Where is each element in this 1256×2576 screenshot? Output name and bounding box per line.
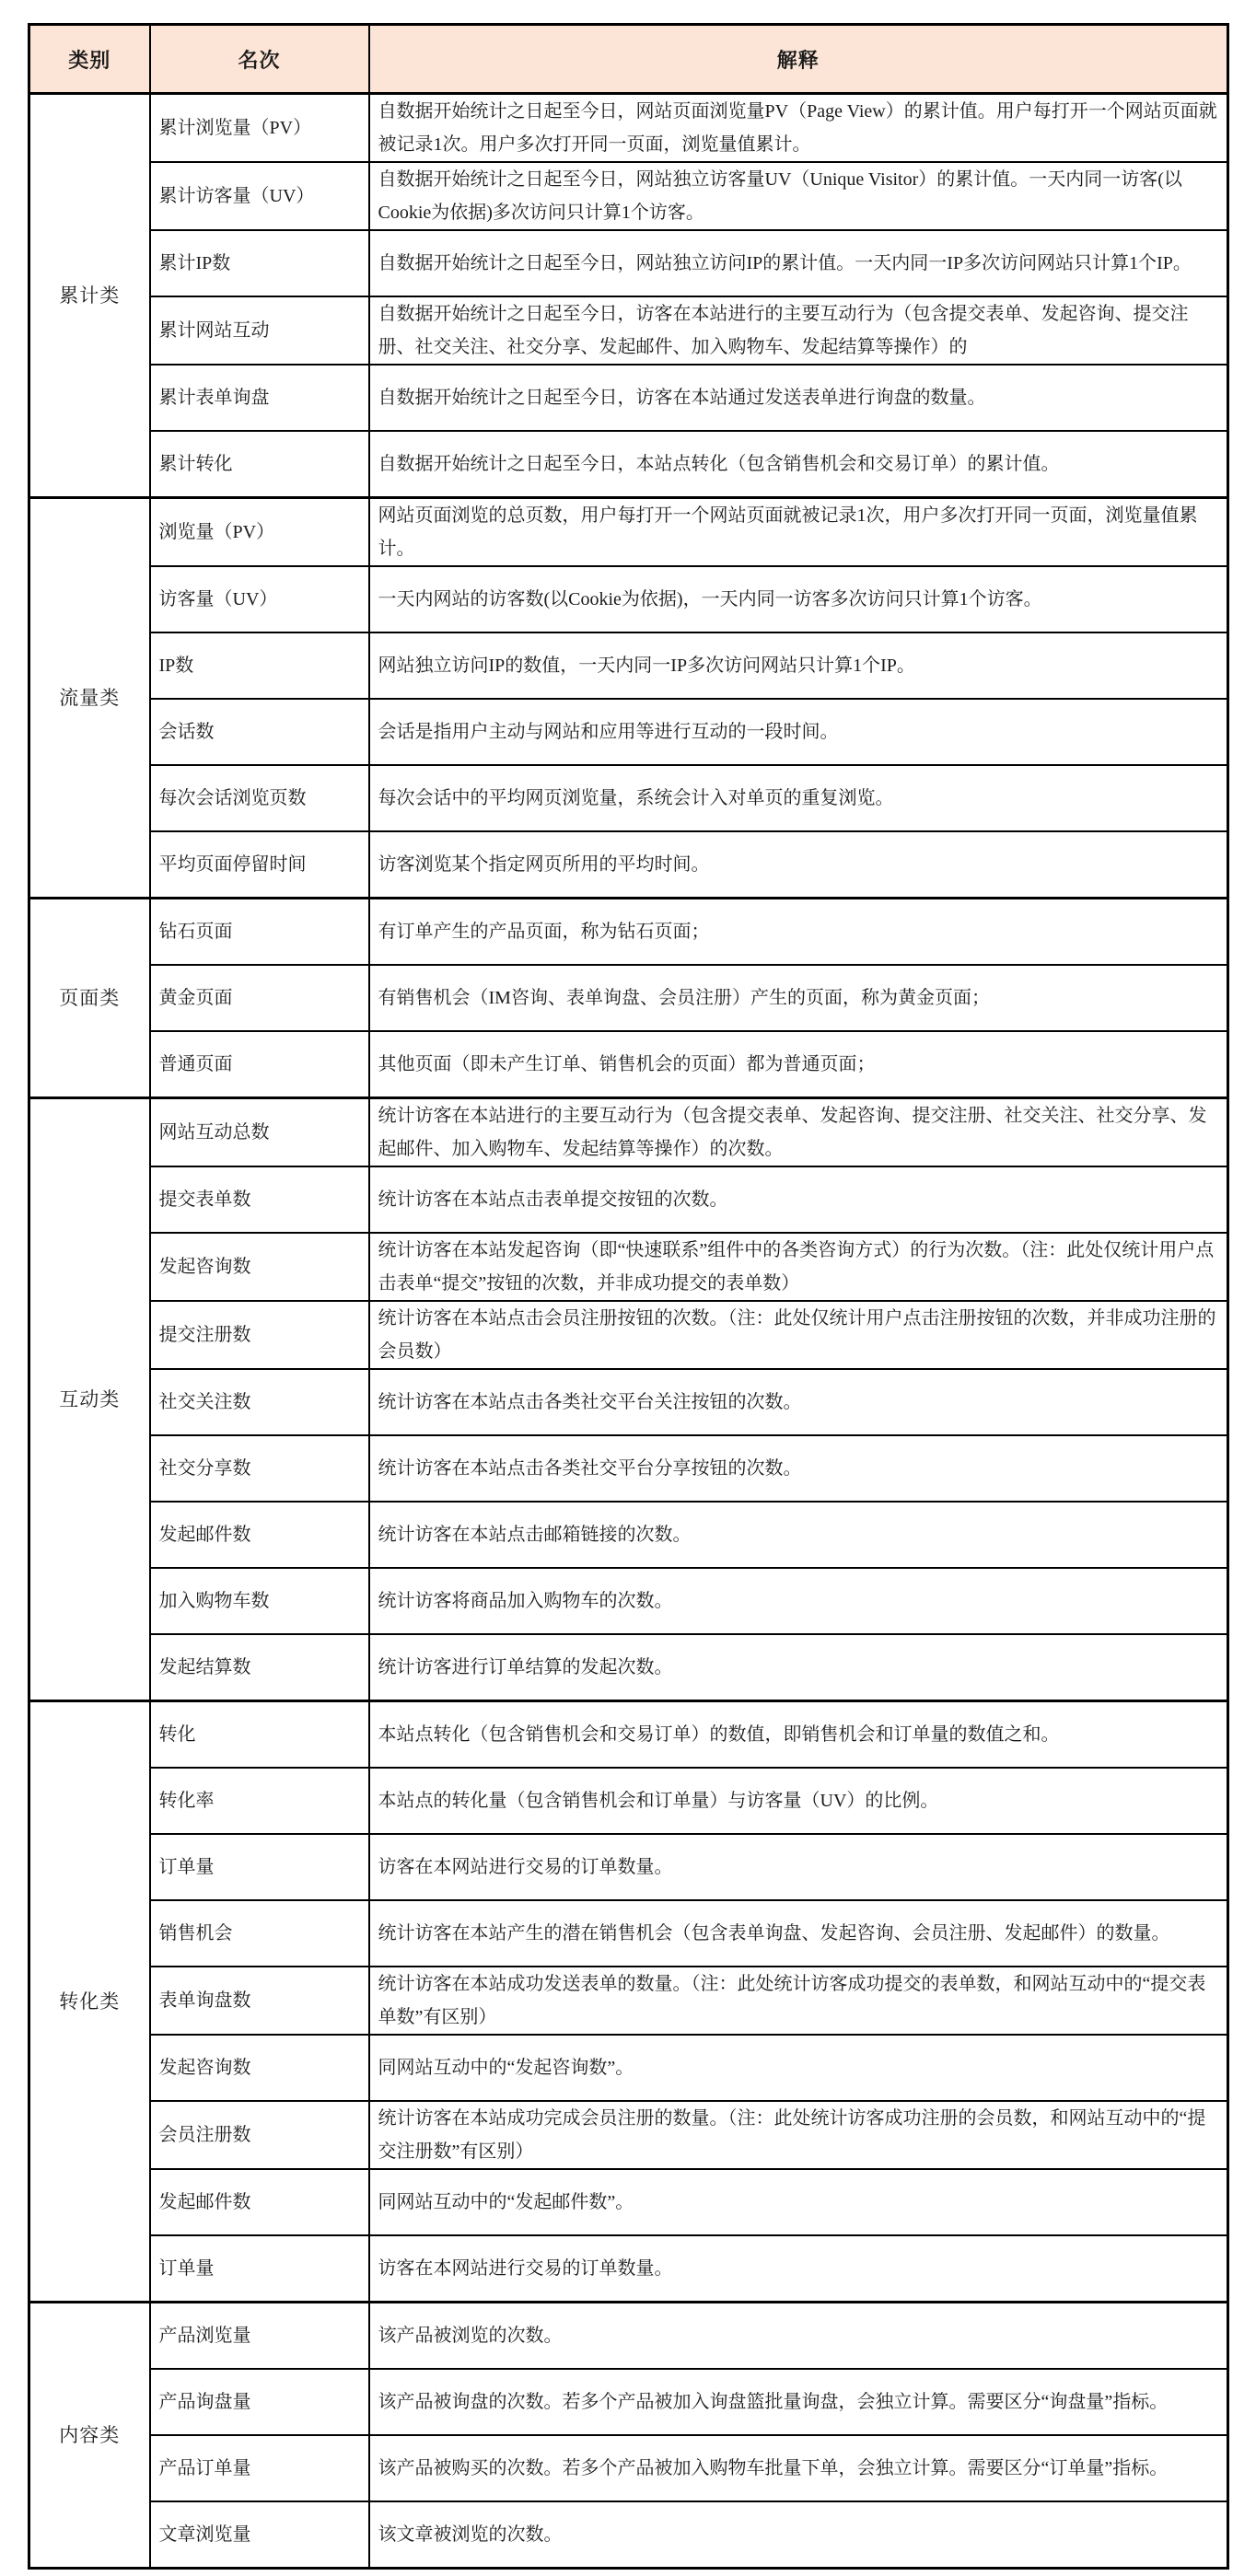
explanation-cell	[369, 765, 1228, 831]
explanation-cell	[369, 1502, 1228, 1568]
explanation-cell	[369, 1233, 1228, 1301]
explanation-cell	[369, 162, 1228, 230]
category-cell: 累计类	[29, 94, 150, 498]
metric-name-cell: 加入购物车数	[150, 1568, 369, 1634]
table-row	[29, 1634, 1228, 1701]
explanation-text: 访客在本网站进行交易的订单数量。	[378, 2258, 673, 2279]
table-row	[29, 899, 1228, 966]
category-cell: 转化类	[29, 1701, 150, 2303]
table-row	[29, 2101, 1228, 2169]
category-column-header: 类别	[29, 25, 150, 94]
table-row	[29, 230, 1228, 296]
explanation-cell	[369, 1031, 1228, 1098]
explanation-cell	[369, 2235, 1228, 2303]
metric-name-cell: 产品订单量	[150, 2435, 369, 2501]
explanation-text: 自数据开始统计之日起至今日，访客在本站进行的主要互动行为（包含提交表单、发起咨询、提交注册、社交关注、社交分享、发起邮件、加入购物车、发起结算等操作）的	[378, 304, 1189, 357]
metric-name-cell: 钻石页面	[150, 899, 369, 966]
explanation-cell	[369, 1834, 1228, 1900]
table-row	[29, 1233, 1228, 1301]
metric-name-cell: 黄金页面	[150, 965, 369, 1031]
table-row	[29, 1568, 1228, 1634]
table-row	[29, 965, 1228, 1031]
table-row	[29, 1301, 1228, 1369]
explanation-cell	[369, 431, 1228, 498]
explanation-cell	[369, 632, 1228, 699]
table-row	[29, 1031, 1228, 1098]
table-row	[29, 566, 1228, 632]
explanation-cell	[369, 1568, 1228, 1634]
explanation-cell	[369, 498, 1228, 567]
metric-name-cell: 表单询盘数	[150, 1967, 369, 2035]
explanation-text: 每次会话中的平均网页浏览量，系统会计入对单页的重复浏览。	[378, 788, 894, 808]
metric-name-cell: 产品询盘量	[150, 2369, 369, 2435]
explanation-cell	[369, 1900, 1228, 1967]
explanation-text: 同网站互动中的“发起咨询数”。	[378, 2058, 634, 2078]
explanation-text: 统计访客在本站点击各类社交平台关注按钮的次数。	[378, 1392, 802, 1412]
metric-name-cell: 发起咨询数	[150, 1233, 369, 1301]
table-row	[29, 1701, 1228, 1769]
explanation-text: 统计访客在本站发起咨询（即“快速联系”组件中的各类咨询方式）的行为次数。（注：此处仅统计用户点击表单“提交”按钮的次数，并非成功提交的表单数）	[378, 1240, 1215, 1294]
explanation-text: 统计访客在本站成功完成会员注册的数量。（注：此处统计访客成功注册的会员数，和网站互动中的“提交注册数”有区别）	[378, 2108, 1206, 2162]
explanation-text: 该产品被购买的次数。若多个产品被加入购物车批量下单，会独立计算。需要区分“订单量”指标。	[378, 2458, 1169, 2478]
header-row	[29, 25, 1228, 94]
explanation-text: 统计访客在本站点击会员注册按钮的次数。（注：此处仅统计用户点击注册按钮的次数，并非成功注册的会员数）	[378, 1308, 1216, 1362]
explanation-text: 同网站互动中的“发起邮件数”。	[378, 2192, 634, 2212]
metric-name-cell: 网站互动总数	[150, 1098, 369, 1167]
table-row	[29, 296, 1228, 365]
category-cell: 页面类	[29, 899, 150, 1098]
explanation-column-header: 解释	[369, 25, 1228, 94]
explanation-text: 该文章被浏览的次数。	[378, 2524, 563, 2545]
table-row	[29, 1502, 1228, 1568]
explanation-text: 统计访客在本站进行的主要互动行为（包含提交表单、发起咨询、提交注册、社交关注、社交分享、发起邮件、加入购物车、发起结算等操作）的次数。	[378, 1106, 1207, 1159]
table-row	[29, 632, 1228, 699]
explanation-text: 自数据开始统计之日起至今日，网站独立访问IP的累计值。一天内同一IP多次访问网站只计算1个IP。	[378, 253, 1192, 273]
explanation-text: 网站独立访问IP的数值，一天内同一IP多次访问网站只计算1个IP。	[378, 656, 915, 676]
explanation-text: 自数据开始统计之日起至今日，访客在本站通过发送表单进行询盘的数量。	[378, 388, 986, 408]
explanation-cell	[369, 365, 1228, 431]
explanation-cell	[369, 2169, 1228, 2235]
table-row	[29, 2303, 1228, 2370]
explanation-text: 有销售机会（IM咨询、表单询盘、会员注册）产生的页面，称为黄金页面；	[378, 988, 990, 1008]
explanation-text: 访客浏览某个指定网页所用的平均时间。	[378, 854, 710, 875]
explanation-cell	[369, 899, 1228, 966]
metric-name-cell: 累计转化	[150, 431, 369, 498]
explanation-cell	[369, 296, 1228, 365]
explanation-text: 自数据开始统计之日起至今日，本站点转化（包含销售机会和交易订单）的累计值。	[378, 454, 1060, 474]
metric-name-cell: IP数	[150, 632, 369, 699]
metric-name-cell: 提交注册数	[150, 1301, 369, 1369]
explanation-text: 统计访客将商品加入购物车的次数。	[378, 1591, 673, 1611]
metric-name-cell: 社交分享数	[150, 1435, 369, 1502]
table-row	[29, 2035, 1228, 2101]
table-row	[29, 431, 1228, 498]
metric-name-cell: 订单量	[150, 1834, 369, 1900]
explanation-text: 统计访客在本站产生的潜在销售机会（包含表单询盘、发起咨询、会员注册、发起邮件）的数量。	[378, 1923, 1170, 1944]
explanation-cell	[369, 1435, 1228, 1502]
explanation-text: 统计访客在本站点击各类社交平台分享按钮的次数。	[378, 1458, 802, 1479]
metric-name-cell: 转化	[150, 1701, 369, 1769]
metric-name-cell: 累计网站互动	[150, 296, 369, 365]
explanation-cell	[369, 2101, 1228, 2169]
metric-name-cell: 平均页面停留时间	[150, 831, 369, 899]
metric-name-cell: 订单量	[150, 2235, 369, 2303]
explanation-text: 统计访客在本站成功发送表单的数量。（注：此处统计访客成功提交的表单数，和网站互动中的“提交表单数”有区别）	[378, 1974, 1206, 2027]
explanation-cell	[369, 2035, 1228, 2101]
explanation-text: 本站点的转化量（包含销售机会和订单量）与访客量（UV）的比例。	[378, 1791, 939, 1811]
metric-name-cell: 累计表单询盘	[150, 365, 369, 431]
table-row	[29, 1834, 1228, 1900]
metric-name-cell: 发起咨询数	[150, 2035, 369, 2101]
explanation-cell	[369, 2303, 1228, 2370]
table-row	[29, 1967, 1228, 2035]
table-row	[29, 498, 1228, 567]
table-row	[29, 365, 1228, 431]
metric-name-cell: 发起邮件数	[150, 2169, 369, 2235]
metric-name-cell: 会话数	[150, 699, 369, 765]
explanation-cell	[369, 965, 1228, 1031]
metric-name-cell: 访客量（UV）	[150, 566, 369, 632]
explanation-text: 本站点转化（包含销售机会和交易订单）的数值，即销售机会和订单量的数值之和。	[378, 1724, 1060, 1745]
metric-name-cell: 浏览量（PV）	[150, 498, 369, 567]
table-row	[29, 1369, 1228, 1435]
table-row	[29, 2235, 1228, 2303]
table-row	[29, 1166, 1228, 1233]
explanation-text: 一天内网站的访客数(以Cookie为依据)，一天内同一访客多次访问只计算1个访客。	[378, 589, 1042, 609]
metric-name-cell: 每次会话浏览页数	[150, 765, 369, 831]
table-row	[29, 2169, 1228, 2235]
category-cell: 内容类	[29, 2303, 150, 2569]
metric-name-cell: 累计浏览量（PV）	[150, 94, 369, 163]
explanation-cell	[369, 230, 1228, 296]
metric-name-cell: 产品浏览量	[150, 2303, 369, 2370]
explanation-cell	[369, 1098, 1228, 1167]
name-column-header: 名次	[150, 25, 369, 94]
category-cell: 流量类	[29, 498, 150, 899]
explanation-text: 该产品被浏览的次数。	[378, 2326, 563, 2346]
metric-name-cell: 发起邮件数	[150, 1502, 369, 1568]
table-row	[29, 162, 1228, 230]
explanation-text: 会话是指用户主动与网站和应用等进行互动的一段时间。	[378, 722, 839, 742]
table-row	[29, 1435, 1228, 1502]
metric-name-cell: 提交表单数	[150, 1166, 369, 1233]
explanation-text: 统计访客在本站点击表单提交按钮的次数。	[378, 1189, 728, 1210]
explanation-cell	[369, 1967, 1228, 2035]
table-row	[29, 1768, 1228, 1834]
metric-name-cell: 普通页面	[150, 1031, 369, 1098]
explanation-cell	[369, 566, 1228, 632]
table-row	[29, 699, 1228, 765]
table-row	[29, 2501, 1228, 2569]
explanation-cell	[369, 1166, 1228, 1233]
explanation-text: 有订单产生的产品页面，称为钻石页面；	[378, 922, 710, 942]
explanation-cell	[369, 1301, 1228, 1369]
metric-name-cell: 销售机会	[150, 1900, 369, 1967]
table-row	[29, 2435, 1228, 2501]
explanation-text: 该产品被询盘的次数。若多个产品被加入询盘篮批量询盘，会独立计算。需要区分“询盘量”指标。	[378, 2392, 1169, 2412]
explanation-cell	[369, 2501, 1228, 2569]
explanation-text: 网站页面浏览的总页数，用户每打开一个网站页面就被记录1次，用户多次打开同一页面，浏览量值累计。	[378, 505, 1198, 559]
table-row	[29, 831, 1228, 899]
metric-name-cell: 累计访客量（UV）	[150, 162, 369, 230]
table-row	[29, 2369, 1228, 2435]
explanation-cell	[369, 1634, 1228, 1701]
explanation-cell	[369, 699, 1228, 765]
explanation-text: 其他页面（即未产生订单、销售机会的页面）都为普通页面；	[378, 1054, 876, 1074]
explanation-cell	[369, 1369, 1228, 1435]
metrics-definition-table	[28, 23, 1229, 2570]
explanation-cell	[369, 2435, 1228, 2501]
metric-name-cell: 累计IP数	[150, 230, 369, 296]
table-row	[29, 94, 1228, 163]
metric-name-cell: 转化率	[150, 1768, 369, 1834]
metric-name-cell: 社交关注数	[150, 1369, 369, 1435]
explanation-text: 访客在本网站进行交易的订单数量。	[378, 1857, 673, 1877]
explanation-text: 自数据开始统计之日起至今日，网站独立访客量UV（Unique Visitor）的累计值。一天内同一访客(以Cookie为依据)多次访问只计算1个访客。	[378, 169, 1182, 223]
explanation-text: 统计访客进行订单结算的发起次数。	[378, 1657, 673, 1677]
metric-name-cell: 会员注册数	[150, 2101, 369, 2169]
category-cell: 互动类	[29, 1098, 150, 1701]
explanation-cell	[369, 94, 1228, 163]
metric-name-cell: 文章浏览量	[150, 2501, 369, 2569]
table-row	[29, 1098, 1228, 1167]
explanation-cell	[369, 1768, 1228, 1834]
explanation-cell	[369, 1701, 1228, 1769]
metric-name-cell: 发起结算数	[150, 1634, 369, 1701]
explanation-text: 统计访客在本站点击邮箱链接的次数。	[378, 1525, 692, 1545]
explanation-text: 自数据开始统计之日起至今日，网站页面浏览量PV（Page View）的累计值。用户每打开一个网站页面就被记录1次。用户多次打开同一页面，浏览量值累计。	[378, 101, 1217, 155]
table-row	[29, 1900, 1228, 1967]
explanation-cell	[369, 2369, 1228, 2435]
explanation-cell	[369, 831, 1228, 899]
table-row	[29, 765, 1228, 831]
